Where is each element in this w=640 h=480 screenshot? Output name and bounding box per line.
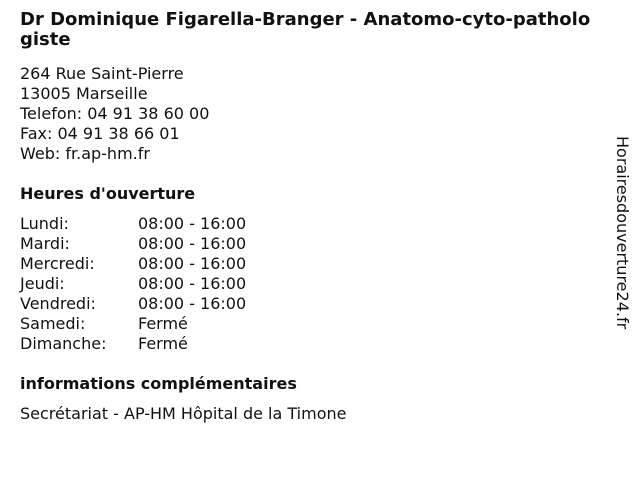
- hours-row-friday: [20, 294, 600, 314]
- hours-time: 08:00 - 16:00: [138, 234, 247, 253]
- website-link[interactable]: Web: fr.ap-hm.fr: [20, 144, 150, 163]
- hours-row-sunday: [20, 334, 600, 354]
- hours-time: 08:00 - 16:00: [138, 214, 247, 233]
- additional-info-heading: informations complémentaires: [20, 374, 297, 393]
- hours-row-saturday: [20, 314, 600, 334]
- hours-time: 08:00 - 16:00: [138, 294, 247, 313]
- hours-day: Mercredi:: [20, 254, 95, 273]
- business-title: Dr Dominique Figarella-Branger - Anatomo-cyto-pathologiste: [20, 9, 591, 50]
- hours-time: 08:00 - 16:00: [138, 254, 247, 273]
- content-area: [20, 10, 600, 424]
- hours-row-wednesday: [20, 254, 600, 274]
- street-address: 264 Rue Saint-Pierre: [20, 64, 184, 83]
- opening-hours-heading: Heures d'ouverture: [20, 184, 196, 203]
- brand-watermark: Horairesdouverture24.fr: [613, 136, 632, 330]
- hours-day: Lundi:: [20, 214, 69, 233]
- fax-number: Fax: 04 91 38 66 01: [20, 124, 180, 143]
- hours-day: Samedi:: [20, 314, 86, 333]
- phone-number: Telefon: 04 91 38 60 00: [20, 104, 210, 123]
- hours-row-thursday: [20, 274, 600, 294]
- hours-time: 08:00 - 16:00: [138, 274, 247, 293]
- hours-row-monday: [20, 214, 600, 234]
- opening-hours-table: [20, 214, 600, 354]
- hours-time: Fermé: [138, 314, 188, 333]
- hours-row-tuesday: [20, 234, 600, 254]
- hours-day: Vendredi:: [20, 294, 96, 313]
- additional-info-text: Secrétariat - AP-HM Hôpital de la Timone: [20, 404, 347, 423]
- hours-day: Mardi:: [20, 234, 70, 253]
- hours-day: Dimanche:: [20, 334, 107, 353]
- hours-time: Fermé: [138, 334, 188, 353]
- hours-day: Jeudi:: [20, 274, 65, 293]
- city-postal-code: 13005 Marseille: [20, 84, 148, 103]
- address-block: [20, 64, 600, 164]
